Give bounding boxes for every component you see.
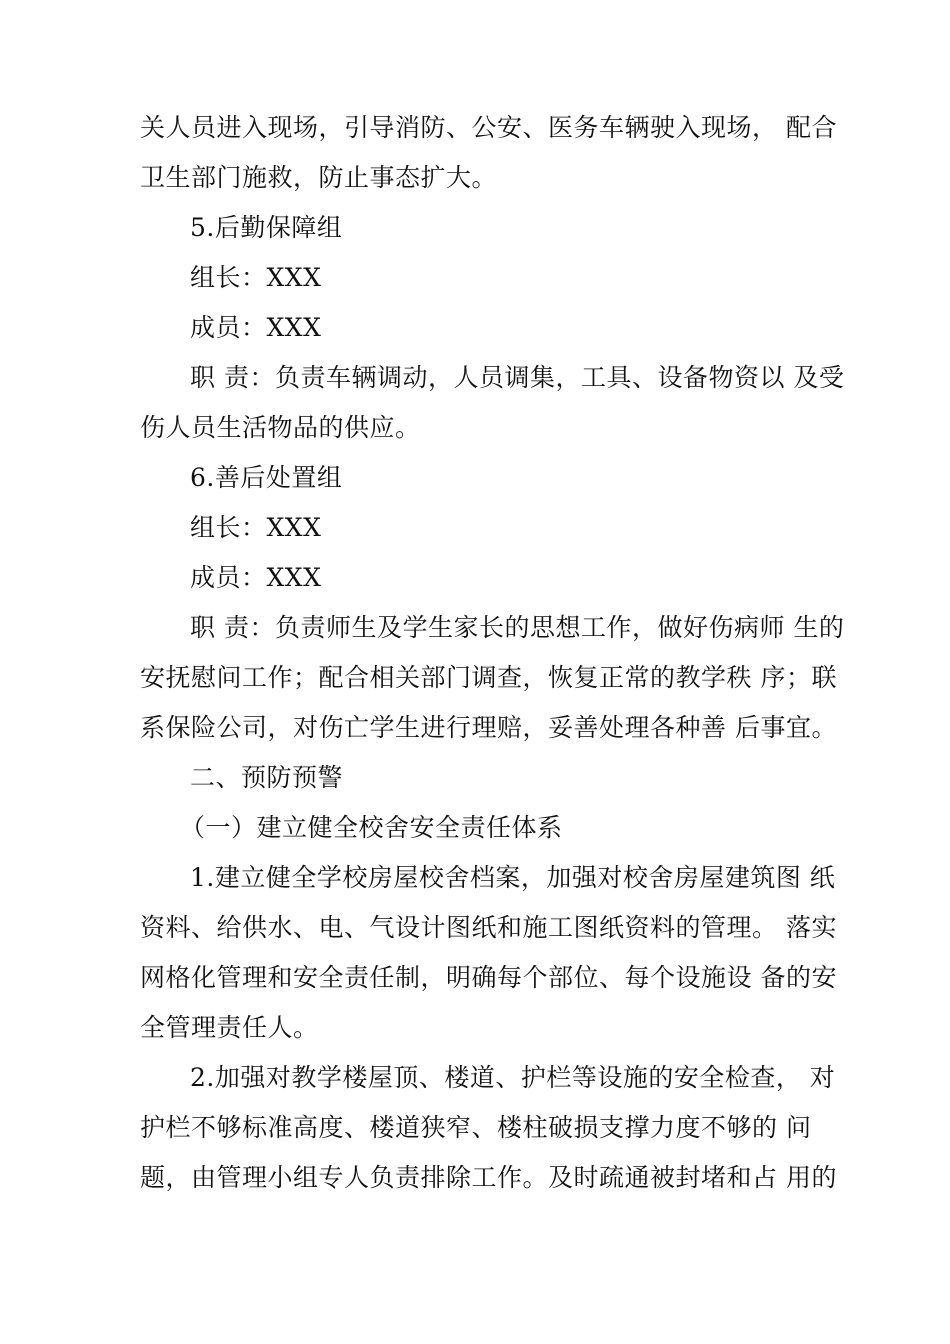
paragraph-line: 成员：XXX xyxy=(190,313,322,342)
paragraph-line: 资料、给供水、电、气设计图纸和施工图纸资料的管理。 落实 xyxy=(140,913,837,942)
paragraph-line: 组长：XXX xyxy=(190,513,322,542)
paragraph-line: 职 责：负责师生及学生家长的思想工作，做好伤病师 生的 xyxy=(190,613,845,642)
section-heading: 6.善后处置组 xyxy=(190,463,343,492)
paragraph-line: 全管理责任人。 xyxy=(140,1013,319,1042)
paragraph-line: 职 责：负责车辆调动，人员调集，工具、设备物资以 及受 xyxy=(190,363,845,392)
section-heading: 二、预防预警 xyxy=(190,763,344,792)
section-heading: 5.后勤保障组 xyxy=(190,213,343,242)
paragraph-line: 护栏不够标准高度、楼道狭窄、楼柱破损支撑力度不够的 问 xyxy=(140,1113,812,1142)
paragraph-line: 2.加强对教学楼屋顶、楼道、护栏等设施的安全检查， 对 xyxy=(190,1063,836,1092)
paragraph-line: 安抚慰问工作；配合相关部门调查，恢复正常的教学秩 序；联 xyxy=(140,663,837,692)
paragraph-line: 成员：XXX xyxy=(190,563,322,592)
paragraph-line: 系保险公司，对伤亡学生进行理赔，妥善处理各种善 后事宜。 xyxy=(140,713,837,742)
paragraph-line: 伤人员生活物品的供应。 xyxy=(140,413,421,442)
paragraph-line: 1.建立健全学校房屋校舍档案，加强对校舍房屋建筑图 纸 xyxy=(190,863,836,892)
paragraph-line: 网格化管理和安全责任制，明确每个部位、每个设施设 备的安 xyxy=(140,963,837,992)
paragraph-line: 关人员进入现场，引导消防、公安、医务车辆驶入现场， 配合 xyxy=(140,113,837,142)
paragraph-line: 卫生部门施救，防止事态扩大。 xyxy=(140,163,498,192)
paragraph-line: 组长：XXX xyxy=(190,263,322,292)
subsection-heading: （一）建立健全校舍安全责任体系 xyxy=(180,813,563,842)
paragraph-line: 题，由管理小组专人负责排除工作。及时疏通被封堵和占 用的 xyxy=(140,1163,837,1192)
